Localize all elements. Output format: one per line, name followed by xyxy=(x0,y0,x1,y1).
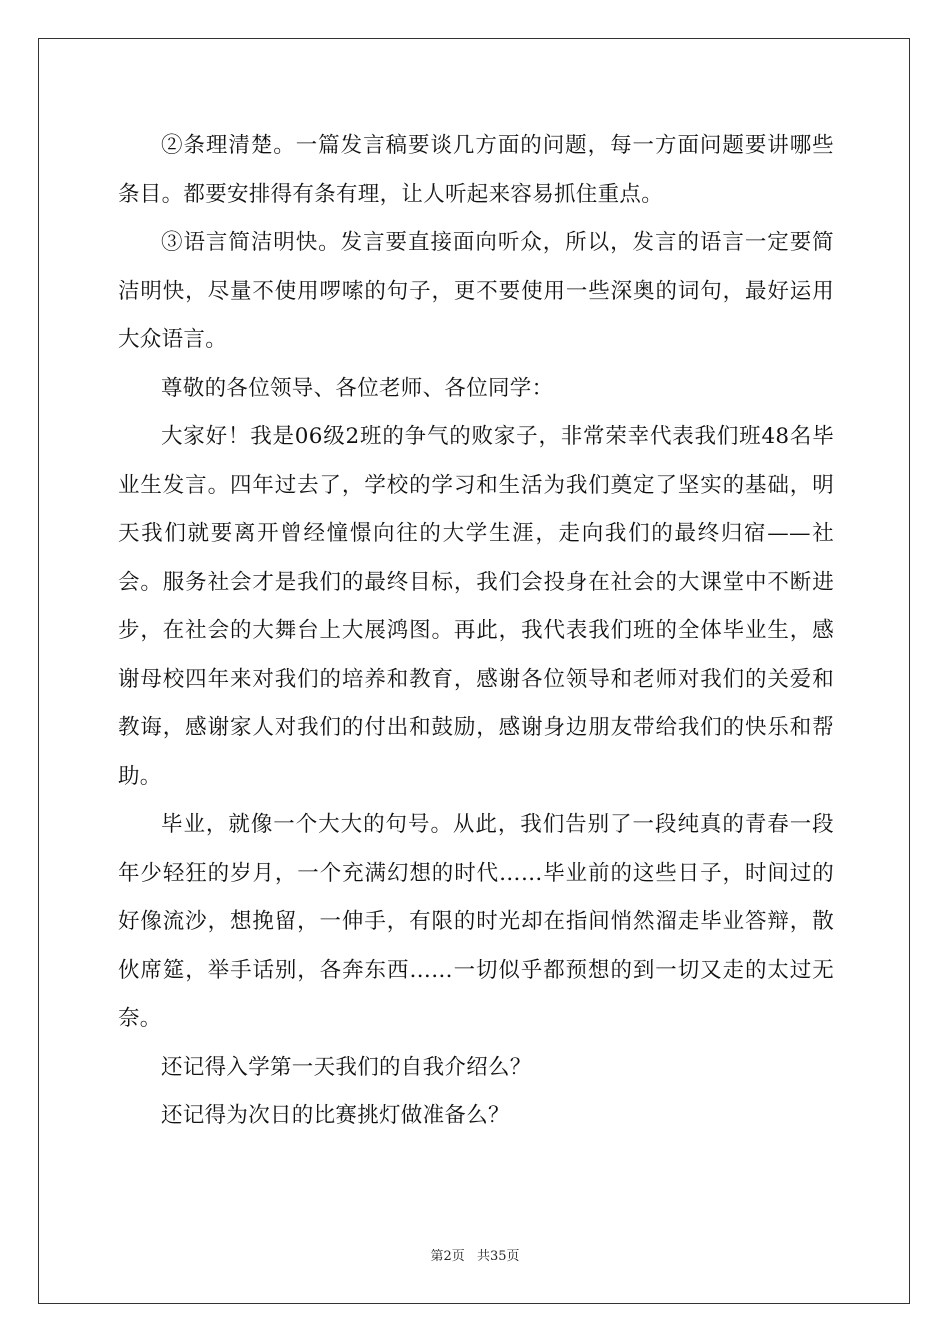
paragraph-remember-competition: 还记得为次日的比赛挑灯做准备么？ xyxy=(161,1103,510,1128)
paragraph-salutation: 尊敬的各位领导、各位老师、各位同学： xyxy=(161,375,554,401)
paragraph-greeting: 大家好！我是06级2班的争气的败家子，非常荣幸代表我们班48名毕业生发言。四年过去了，学校的学习和生活为我们奠定了坚实的基础，明天我们就要离开曾经憧憬向往的大学生涯，走向我们的最终归宿——社会。服务社会才是我们的最终目标，我们会投身在社会的大课堂中不断进步，在社会的大舞台上大展鸿图。再此，我代表我们班的全体毕业生，感谢母校四年来对我们的培养和教育，感谢各位领导和老师对我们的关爱和教诲，感谢家人对我们的付出和鼓励，感谢身边朋友带给我们的快乐和帮助。 xyxy=(118,424,834,789)
page-number: 第2页 xyxy=(430,1249,465,1264)
paragraph-language: ③语言简洁明快。发言要直接面向听众，所以，发言的语言一定要简洁明快，尽量不使用啰嗦的句子，更不要使用一些深奥的词句，最好运用大众语言。 xyxy=(118,230,834,352)
paragraph-remember-intro: 还记得入学第一天我们的自我介绍么？ xyxy=(161,1054,532,1080)
paragraph-graduation: 毕业，就像一个大大的句号。从此，我们告别了一段纯真的青春一段年少轻狂的岁月，一个充满幻想的时代……毕业前的这些日子，时间过的好像流沙，想挽留，一伸手，有限的时光却在指间悄然溜走毕业答辩，散伙席筵，举手话别，各奔东西……一切似乎都预想的到一切又走的太过无奈。 xyxy=(118,812,834,1031)
page-total: 共35页 xyxy=(476,1249,520,1264)
page-footer xyxy=(0,1245,950,1264)
paragraph-organization: ②条理清楚。一篇发言稿要谈几方面的问题，每一方面问题要讲哪些条目。都要安排得有条有理，让人听起来容易抓住重点。 xyxy=(118,133,834,207)
document-body xyxy=(118,122,834,1141)
